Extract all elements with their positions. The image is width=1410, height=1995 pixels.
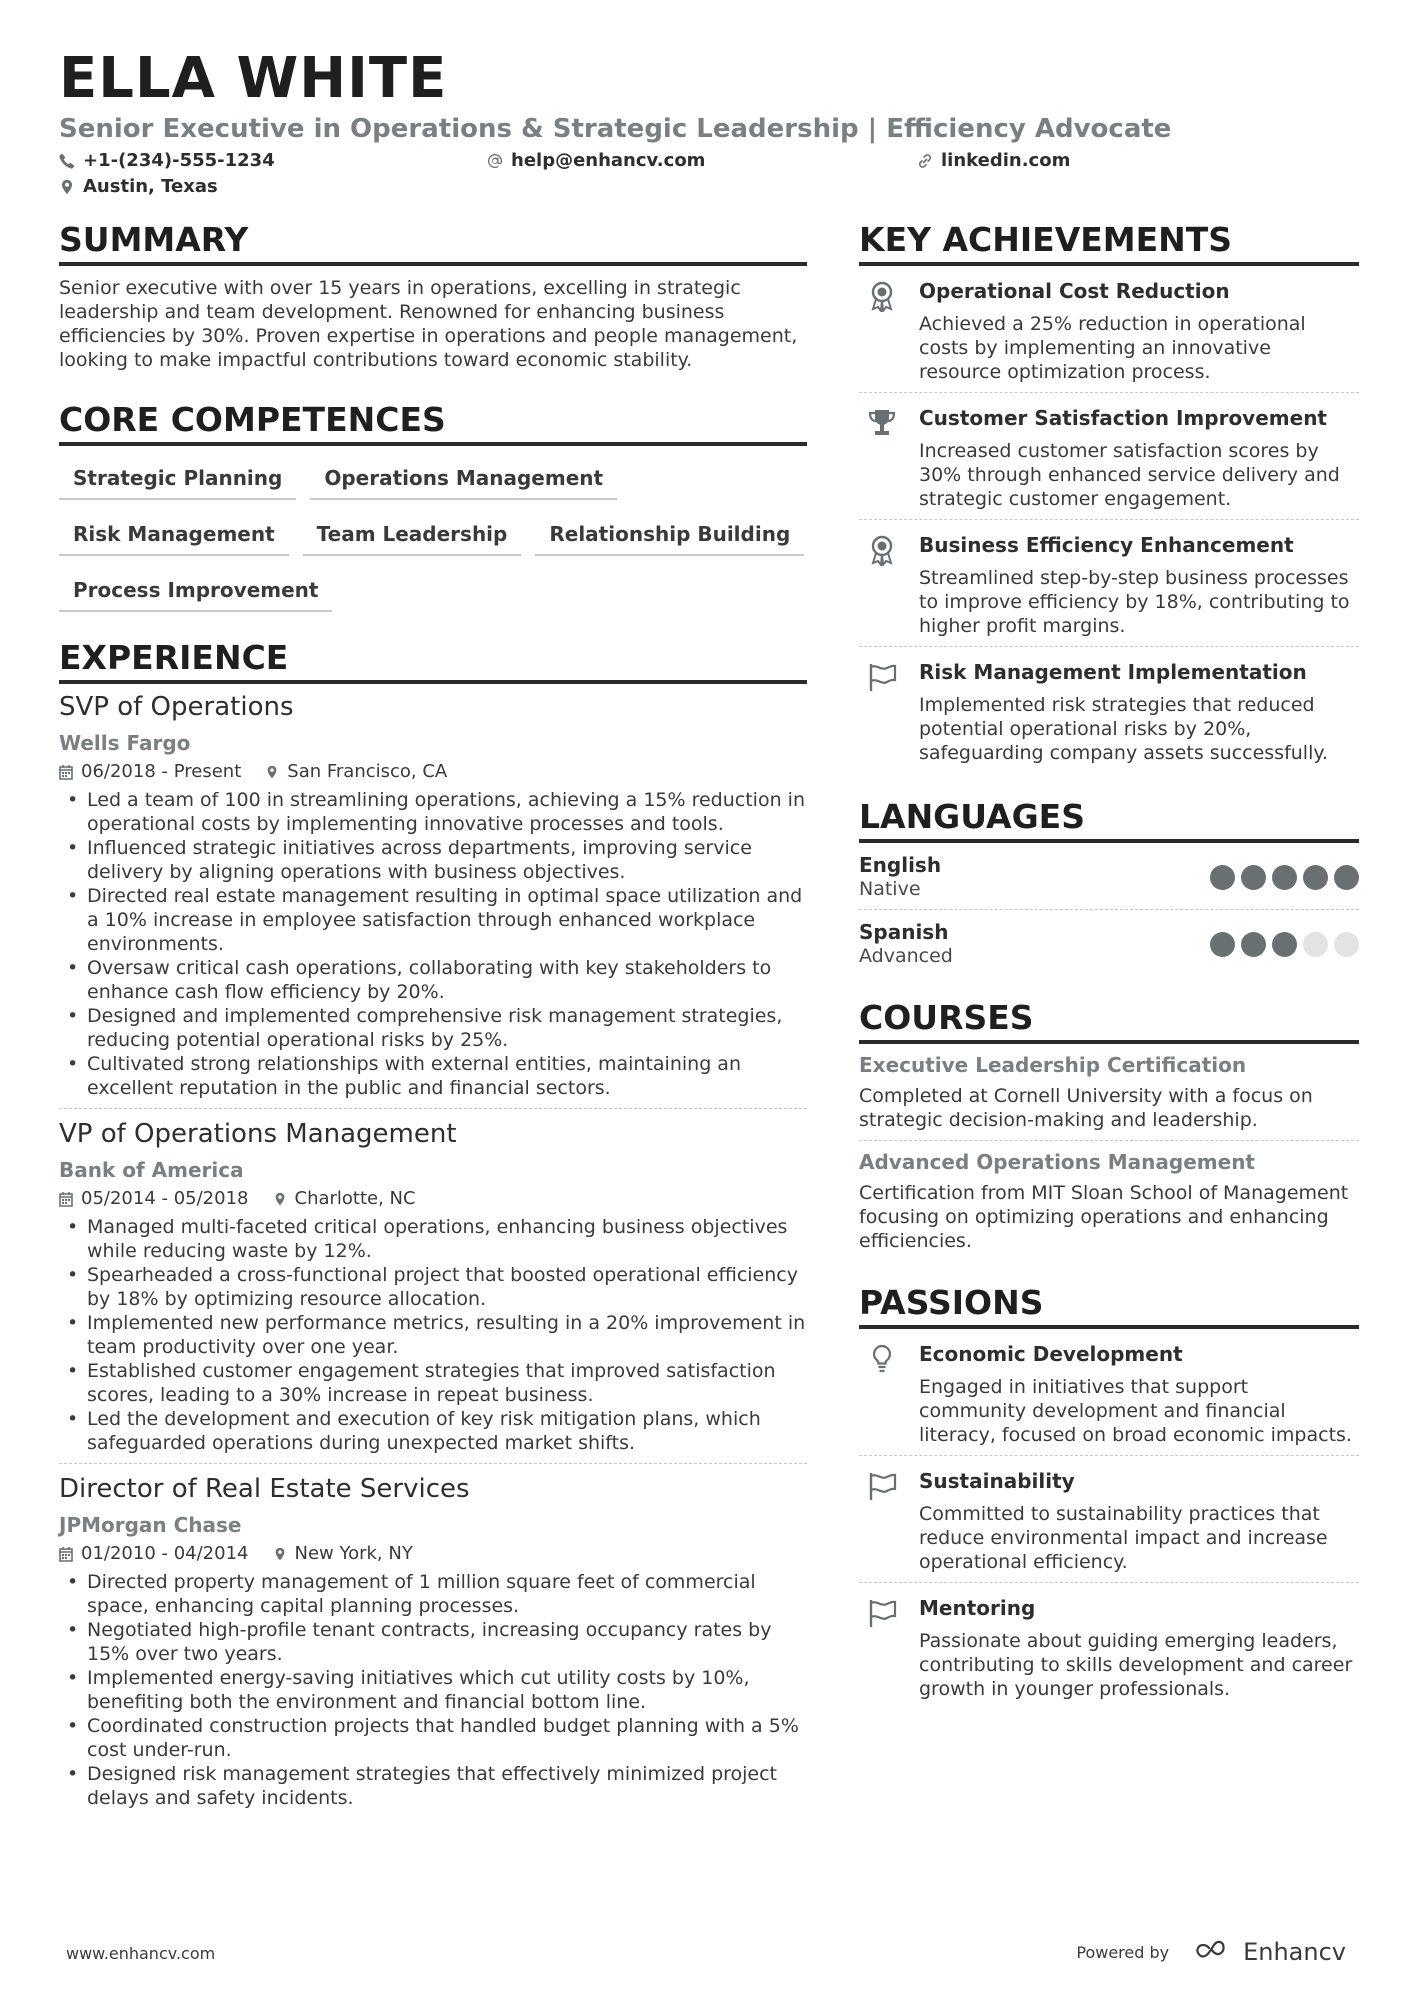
- job-location: [265, 760, 447, 784]
- competence-chip: Strategic Planning: [59, 462, 296, 500]
- candidate-name: ELLA WHITE: [59, 46, 448, 111]
- rating-dot-empty: [1303, 932, 1328, 957]
- bullet-item: • Oversaw critical cash operations, collaborating with key stakeholders to enhance cash flow efficiency by 20%.: [59, 956, 807, 1004]
- resume-header: [59, 48, 1359, 202]
- flag-icon: [866, 661, 898, 693]
- passion-title: Mentoring: [919, 1596, 1036, 1620]
- summary-heading: SUMMARY: [59, 220, 807, 266]
- location-pin-icon: [265, 764, 279, 780]
- rating-dot-filled: [1241, 865, 1266, 890]
- calendar-icon: [59, 764, 73, 780]
- job-dates: [59, 1542, 249, 1566]
- language-level: Advanced: [859, 945, 953, 967]
- language-name: Spanish: [859, 920, 949, 944]
- linkedin-text: linkedin.com: [941, 150, 1071, 171]
- bullet-item: • Managed multi-faceted critical operations, enhancing business objectives while reducing waste by 12%.: [59, 1215, 807, 1263]
- job-entry: [59, 1108, 807, 1463]
- courses-section: [859, 998, 1359, 1261]
- competences-list: [59, 462, 807, 612]
- phone-icon: [59, 153, 75, 169]
- passion-desc: Passionate about guiding emerging leaders, contributing to skills development and career growth in younger professionals.: [919, 1630, 1353, 1700]
- achievement-desc: Implemented risk strategies that reduced potential operational risks by 20%, safeguarding company assets successfully.: [919, 694, 1328, 764]
- rating-dot-empty: [1334, 932, 1359, 957]
- competence-chip: Operations Management: [310, 462, 617, 500]
- contact-linkedin[interactable]: [917, 150, 1070, 171]
- job-bullets: [59, 788, 807, 1100]
- passion-desc: Engaged in initiatives that support community development and financial literacy, focused on broad economic impacts.: [919, 1376, 1352, 1446]
- job-meta: [59, 1542, 807, 1566]
- experience-section: [59, 638, 807, 1818]
- job-bullets: [59, 1215, 807, 1455]
- contact-location: [59, 176, 218, 197]
- job-dates-text: 01/2010 - 04/2014: [81, 1543, 249, 1564]
- rating-dot-filled: [1241, 932, 1266, 957]
- languages-section: [859, 797, 1359, 976]
- competence-chip: Team Leadership: [303, 518, 522, 556]
- achievement-title: Customer Satisfaction Improvement: [919, 406, 1327, 430]
- competence-chip: Risk Management: [59, 518, 289, 556]
- rating-dot-filled: [1210, 932, 1235, 957]
- job-dates-text: 06/2018 - Present: [81, 761, 242, 782]
- achievement-icon-wrap: [859, 532, 905, 638]
- job-dates: [59, 1187, 249, 1211]
- candidate-title: Senior Executive in Operations & Strategic Leadership | Efficiency Advocate: [59, 114, 1172, 144]
- achievement-title: Risk Management Implementation: [919, 660, 1307, 684]
- at-icon: [487, 153, 503, 169]
- brand-name: Enhancv: [1243, 1938, 1346, 1966]
- contact-phone[interactable]: [59, 150, 275, 171]
- passions-section: [859, 1283, 1359, 1709]
- competence-chip: Relationship Building: [535, 518, 804, 556]
- language-item: [859, 843, 1359, 909]
- achievement-icon-wrap: [859, 405, 905, 511]
- company-name: Wells Fargo: [59, 731, 191, 755]
- language-rating: [1210, 865, 1359, 890]
- bullet-item: • Cultivated strong relationships with external entities, maintaining an excellent reputation in the public and financial sectors.: [59, 1052, 807, 1100]
- bullet-item: • Designed and implemented comprehensive risk management strategies, reducing potential operational risks by 25%.: [59, 1004, 807, 1052]
- job-location-text: New York, NY: [294, 1543, 413, 1564]
- job-title: SVP of Operations: [59, 692, 294, 722]
- job-meta: [59, 760, 807, 784]
- summary-text: Senior executive with over 15 years in operations, excelling in strategic leadership and team development. Renowned for enhancing business efficiencies by 30%. Proven expertise in operations and people management, looking to make impactful contributions toward economic stability.: [59, 277, 798, 371]
- bullet-item: • Led a team of 100 in streamlining operations, achieving a 15% reduction in operational costs by implementing innovative processes and tools.: [59, 788, 807, 836]
- courses-heading: COURSES: [859, 998, 1359, 1044]
- contact-email[interactable]: [487, 150, 705, 171]
- job-dates-text: 05/2014 - 05/2018: [81, 1188, 249, 1209]
- competences-heading: CORE COMPETENCES: [59, 400, 807, 446]
- achievement-item: [859, 646, 1359, 773]
- rating-dot-filled: [1272, 932, 1297, 957]
- achievement-icon-wrap: [859, 659, 905, 765]
- company-name: JPMorgan Chase: [59, 1513, 242, 1537]
- job-title: Director of Real Estate Services: [59, 1474, 470, 1504]
- course-desc: Certification from MIT Sloan School of Management focusing on optimizing operations and enhancing efficiencies.: [859, 1182, 1349, 1252]
- job-title: VP of Operations Management: [59, 1119, 457, 1149]
- powered-by-text: Powered by: [1076, 1942, 1170, 1962]
- course-title: Executive Leadership Certification: [859, 1053, 1247, 1077]
- course-item: [859, 1044, 1359, 1140]
- course-title: Advanced Operations Management: [859, 1150, 1255, 1174]
- bullet-item: • Spearheaded a cross-functional project that boosted operational efficiency by 18% by optimizing resource allocation.: [59, 1263, 807, 1311]
- location-pin-icon: [273, 1191, 287, 1207]
- link-icon: [917, 153, 933, 169]
- competence-chip: Process Improvement: [59, 574, 332, 612]
- location-pin-icon: [59, 179, 75, 195]
- location-text: Austin, Texas: [83, 176, 218, 197]
- job-entry: [59, 1463, 807, 1818]
- job-location-text: Charlotte, NC: [294, 1188, 416, 1209]
- summary-section: [59, 220, 807, 372]
- achievements-section: [859, 220, 1359, 773]
- passion-item: [859, 1329, 1359, 1455]
- achievement-item: [859, 519, 1359, 646]
- rating-dot-filled: [1210, 865, 1235, 890]
- passion-item: [859, 1455, 1359, 1582]
- job-dates: [59, 760, 241, 784]
- calendar-icon: [59, 1191, 73, 1207]
- passion-icon-wrap: [859, 1595, 905, 1701]
- bullet-item: • Coordinated construction projects that handled budget planning with a 5% cost under-run.: [59, 1714, 807, 1762]
- bullet-item: • Negotiated high-profile tenant contracts, increasing occupancy rates by 15% over two years.: [59, 1618, 807, 1666]
- location-pin-icon: [273, 1546, 287, 1562]
- course-item: [859, 1140, 1359, 1261]
- bullet-item: • Implemented new performance metrics, resulting in a 20% improvement in team productivity over one year.: [59, 1311, 807, 1359]
- course-desc: Completed at Cornell University with a focus on strategic decision-making and leadership.: [859, 1085, 1313, 1131]
- achievement-icon-wrap: [859, 278, 905, 384]
- lightbulb-icon: [866, 1343, 898, 1375]
- job-location: [273, 1187, 416, 1211]
- brand-logo: [1189, 1938, 1346, 1966]
- rating-dot-filled: [1334, 865, 1359, 890]
- rating-dot-filled: [1303, 865, 1328, 890]
- achievement-item: [859, 266, 1359, 392]
- language-rating: [1210, 932, 1359, 957]
- passion-icon-wrap: [859, 1341, 905, 1447]
- language-item: [859, 909, 1359, 976]
- achievement-desc: Achieved a 25% reduction in operational costs by implementing an innovative resource optimization process.: [919, 313, 1306, 383]
- calendar-icon: [59, 1546, 73, 1562]
- language-level: Native: [859, 878, 921, 900]
- passions-heading: PASSIONS: [859, 1283, 1359, 1329]
- powered-by[interactable]: [1076, 1938, 1346, 1966]
- bullet-item: • Led the development and execution of key risk mitigation plans, which safeguarded operations during unexpected market shifts.: [59, 1407, 807, 1455]
- passion-desc: Committed to sustainability practices that reduce environmental impact and increase operational efficiency.: [919, 1503, 1328, 1573]
- competences-section: [59, 400, 807, 612]
- job-bullets: [59, 1570, 807, 1810]
- award-ribbon-icon: [866, 280, 898, 312]
- job-location-text: San Francisco, CA: [287, 761, 448, 782]
- job-location: [273, 1542, 413, 1566]
- achievement-title: Operational Cost Reduction: [919, 279, 1230, 303]
- achievement-title: Business Efficiency Enhancement: [919, 533, 1294, 557]
- trophy-icon: [866, 407, 898, 439]
- flag-icon: [866, 1597, 898, 1629]
- page-footer: [66, 1938, 1346, 1968]
- job-meta: [59, 1187, 807, 1211]
- flag-icon: [866, 1470, 898, 1502]
- right-column: [859, 220, 1359, 1709]
- bullet-item: • Directed property management of 1 million square feet of commercial space, enhancing capital planning processes.: [59, 1570, 807, 1618]
- enhancv-logo-icon: [1189, 1940, 1235, 1964]
- passion-icon-wrap: [859, 1468, 905, 1574]
- bullet-item: • Established customer engagement strategies that improved satisfaction scores, leading to a 30% increase in repeat business.: [59, 1359, 807, 1407]
- contact-info: [59, 150, 1359, 202]
- bullet-item: • Designed risk management strategies that effectively minimized project delays and safety incidents.: [59, 1762, 807, 1810]
- passion-title: Sustainability: [919, 1469, 1075, 1493]
- experience-heading: EXPERIENCE: [59, 638, 807, 684]
- rating-dot-filled: [1272, 865, 1297, 890]
- achievement-desc: Streamlined step-by-step business processes to improve efficiency by 18%, contributing to higher profit margins.: [919, 567, 1350, 637]
- language-name: English: [859, 853, 942, 877]
- achievement-desc: Increased customer satisfaction scores by 30% through enhanced service delivery and strategic customer engagement.: [919, 440, 1340, 510]
- website-link[interactable]: www.enhancv.com: [66, 1944, 216, 1963]
- passion-item: [859, 1582, 1359, 1709]
- bullet-item: • Implemented energy-saving initiatives which cut utility costs by 10%, benefiting both the environment and financial bottom line.: [59, 1666, 807, 1714]
- bullet-item: • Influenced strategic initiatives across departments, improving service delivery by aligning operations with business objectives.: [59, 836, 807, 884]
- bullet-item: • Directed real estate management resulting in optimal space utilization and a 10% increase in employee satisfaction through enhanced workplace environments.: [59, 884, 807, 956]
- achievement-item: [859, 392, 1359, 519]
- award-ribbon-icon: [866, 534, 898, 566]
- job-entry: [59, 684, 807, 1108]
- passion-title: Economic Development: [919, 1342, 1183, 1366]
- phone-text: +1-(234)-555-1234: [83, 150, 275, 171]
- left-column: [59, 220, 807, 1818]
- languages-heading: LANGUAGES: [859, 797, 1359, 843]
- email-text: help@enhancv.com: [511, 150, 706, 171]
- company-name: Bank of America: [59, 1158, 244, 1182]
- achievements-heading: KEY ACHIEVEMENTS: [859, 220, 1359, 266]
